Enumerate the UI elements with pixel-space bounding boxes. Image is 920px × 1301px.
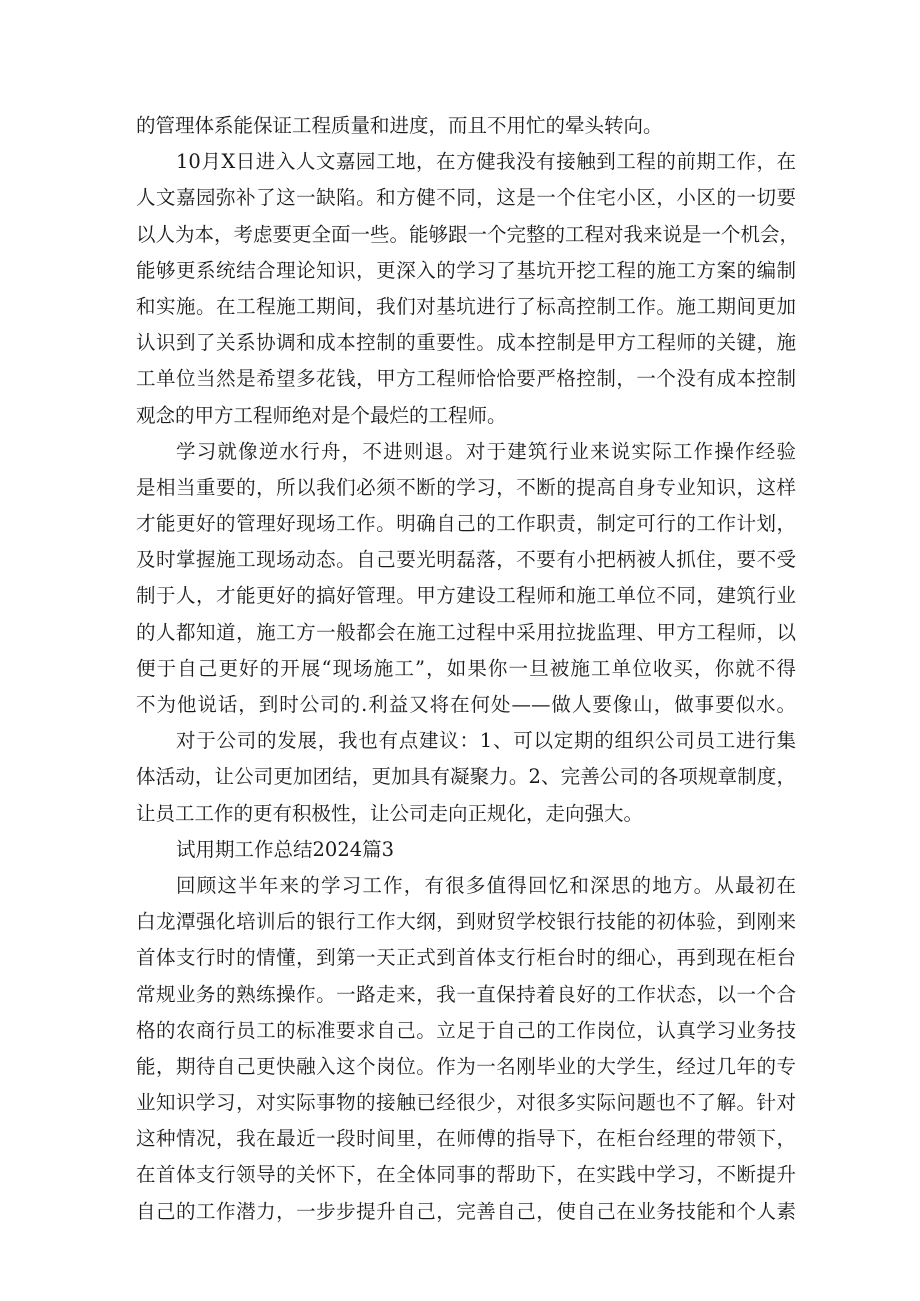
text-line: 以人为本，考虑要更全面一些。能够跟一个完整的工程对我来说是一个机会，	[136, 222, 800, 246]
paragraph-first-line: 10月X日进入人文嘉园工地，在方健我没有接触到工程的前期工作，在	[176, 150, 796, 174]
text-line: 认识到了关系协调和成本控制的重要性。成本控制是甲方工程师的关键，施	[136, 331, 796, 355]
text-line: 工单位当然是希望多花钱，甲方工程师恰恰要严格控制，一个没有成本控制	[136, 367, 796, 391]
paragraph-last-line: 让员工工作的更有积极性，让公司走向正规化，走向强大。	[136, 801, 644, 825]
text-line: 这种情况，我在最近一段时间里，在师傅的指导下，在柜台经理的带领下，	[136, 1127, 796, 1151]
text-line: 首体支行时的情懂，到第一天正式到首体支行柜台时的细心，再到现在柜台	[136, 946, 796, 970]
text-line: 自己的工作潜力，一步步提升自己，完善自己，使自己在业务技能和个人素	[136, 1199, 796, 1223]
paragraph-first-line: 学习就像逆水行舟，不进则退。对于建筑行业来说实际工作操作经验	[176, 439, 796, 463]
text-line: 常规业务的熟练操作。一路走来，我一直保持着良好的工作状态，以一个合	[136, 982, 796, 1006]
text-line: 的人都知道，施工方一般都会在施工过程中采用拉拢监理、甲方工程师，以	[136, 620, 796, 644]
text-line: 制于人，才能更好的搞好管理。甲方建设工程师和施工单位不同，建筑行业	[136, 584, 796, 608]
text-line: 能够更系统结合理论知识，更深入的学习了基坑开挖工程的施工方案的编制	[136, 258, 796, 282]
paragraph-first-line: 对于公司的发展，我也有点建议：1、可以定期的组织公司员工进行集	[176, 729, 796, 753]
paragraph-last-line: 观念的甲方工程师绝对是个最烂的工程师。	[136, 403, 507, 427]
paragraph-first-line: 回顾这半年来的学习工作，有很多值得回忆和深思的地方。从最初在	[176, 873, 796, 897]
text-line: 和实施。在工程施工期间，我们对基坑进行了标高控制工作。施工期间更加	[136, 294, 796, 318]
text-line: 人文嘉园弥补了这一缺陷。和方健不同，这是一个住宅小区，小区的一切要	[136, 186, 796, 210]
text-line: 便于自己更好的开展“现场施工”，如果你一旦被施工单位收买，你就不得	[136, 656, 796, 680]
text-line: 是相当重要的，所以我们必须不断的学习，不断的提高自身专业知识，这样	[136, 475, 796, 499]
text-line: 及时掌握施工现场动态。自己要光明磊落，不要有小把柄被人抓住，要不受	[136, 548, 796, 572]
text-line: 在首体支行领导的关怀下，在全体同事的帮助下，在实践中学习，不断提升	[136, 1163, 796, 1187]
text-line: 业知识学习，对实际事物的接触已经很少，对很多实际问题也不了解。针对	[136, 1091, 796, 1115]
section-heading: 试用期工作总结2024篇3	[176, 837, 395, 861]
text-line: 的管理体系能保证工程质量和进度，而且不用忙的晕头转向。	[136, 114, 663, 137]
paragraph-last-line: 不为他说话，到时公司的.利益又将在何处——做人要像山，做事要似水。	[136, 693, 796, 716]
text-line: 能，期待自己更快融入这个岗位。作为一名刚毕业的大学生，经过几年的专	[136, 1054, 796, 1078]
text-line: 白龙潭强化培训后的银行工作大纲，到财贸学校银行技能的初体验，到刚来	[136, 910, 796, 934]
text-line: 格的农商行员工的标准要求自己。立足于自己的工作岗位，认真学习业务技	[136, 1018, 796, 1042]
text-line: 才能更好的管理好现场工作。明确自己的工作职责，制定可行的工作计划，	[136, 512, 796, 536]
document-body	[136, 108, 800, 1230]
text-line: 体活动，让公司更加团结，更加具有凝聚力。2、完善公司的各项规章制度，	[136, 765, 796, 789]
